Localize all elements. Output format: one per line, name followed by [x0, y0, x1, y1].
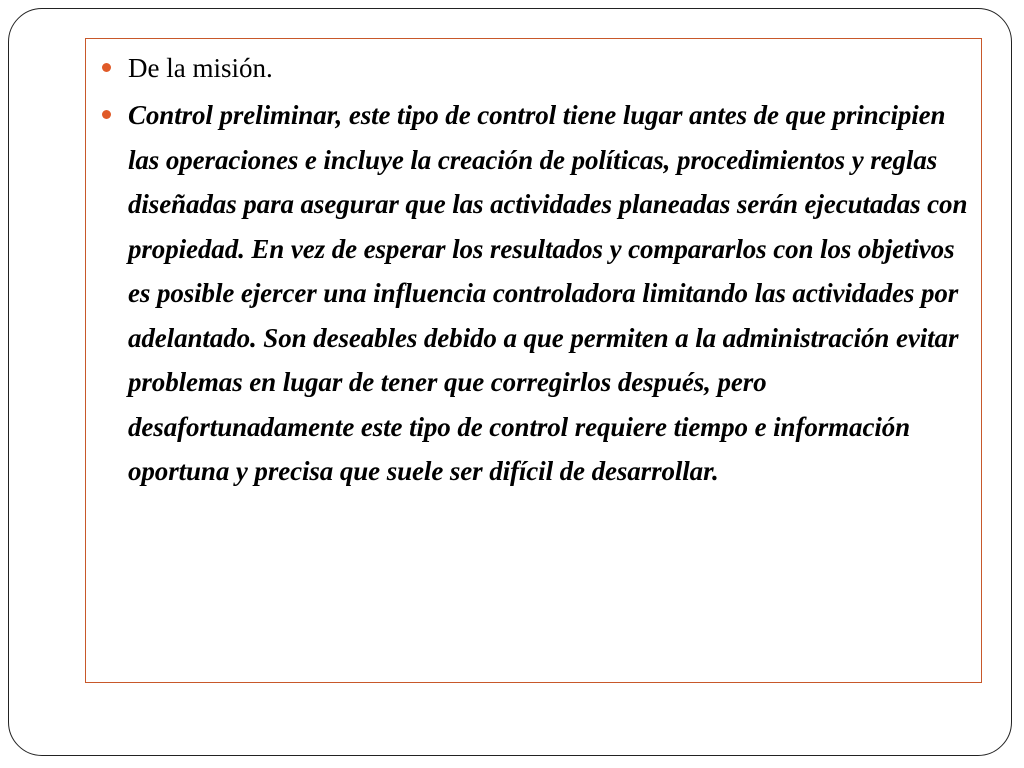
content-box: [85, 38, 982, 683]
bullet-list: [86, 49, 981, 494]
bullet-text: Control preliminar, este tipo de control tiene lugar antes de que principien las operaciones e incluye la creación de políticas, procedimientos y reglas diseñadas para asegurar que las actividades planeadas serán ejecutadas con propiedad. En vez de esperar los resultados y compararlos con los objetivos es posible ejercer una influencia controladora limitando las actividades por adelantado. Son deseables debido a que permiten a la administración evitar problemas en lugar de tener que corregirlos después, pero desafortunadamente este tipo de control requiere tiempo e información oportuna y precisa que suele ser difícil de desarrollar.: [128, 100, 968, 486]
bullet-text: De la misión.: [128, 53, 273, 83]
bullet-item-control-preliminar: [86, 93, 981, 494]
slide-frame: [8, 8, 1012, 756]
bullet-dot-icon: [102, 63, 111, 72]
bullet-item-mision: [86, 49, 981, 87]
bullet-dot-icon: [102, 110, 111, 119]
